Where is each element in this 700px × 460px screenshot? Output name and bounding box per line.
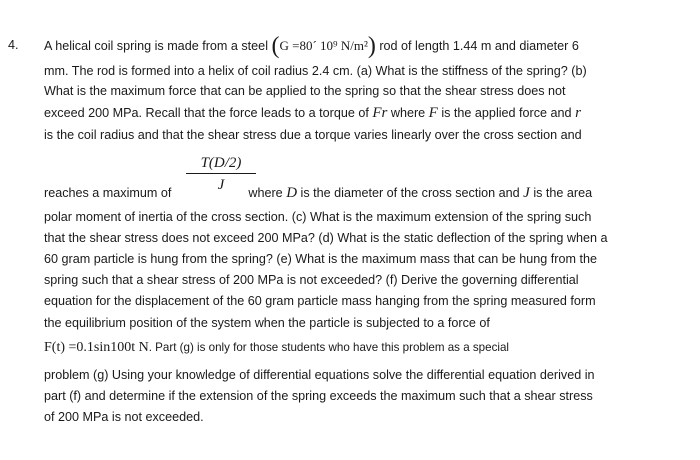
line-4-text-c: is the applied force and bbox=[437, 106, 576, 120]
torque-symbol: Fr bbox=[372, 105, 388, 121]
line-1-text-a: A helical coil spring is made from a steel bbox=[44, 39, 272, 53]
problem-line-10: spring such that a shear stress of 200 MPa is not exceeded? (f) Derive the governing differential bbox=[44, 273, 579, 287]
problem-number: 4. bbox=[8, 38, 19, 52]
problem-line-5: is the coil radius and that the shear stress due a torque varies linearly over the cross section and bbox=[44, 128, 582, 142]
problem-line-8: that the shear stress does not exceed 200 MPa? (d) What is the static deflection of the spring when a bbox=[44, 231, 608, 245]
open-paren: ( bbox=[271, 33, 280, 60]
polar-moment-symbol: J bbox=[523, 185, 530, 201]
force-symbol: F bbox=[428, 105, 438, 121]
problem-line-13 bbox=[44, 340, 509, 355]
problem-line-6 bbox=[44, 186, 592, 201]
diameter-symbol: D bbox=[286, 185, 298, 201]
radius-symbol: r bbox=[575, 105, 581, 121]
problem-line-11: equation for the displacement of the 60 gram particle mass hanging from the spring measured form bbox=[44, 294, 596, 308]
problem-line-4 bbox=[44, 106, 581, 121]
line-6-text-c: is the diameter of the cross section and bbox=[297, 186, 524, 200]
line-13-text-a: . Part (g) is only for those students who have this problem as a special bbox=[148, 341, 509, 354]
shear-modulus-equation: G =80´ 10⁹ N/m² bbox=[279, 38, 368, 53]
line-6-text-d: is the area bbox=[529, 186, 593, 200]
problem-line-2: mm. The rod is formed into a helix of coil radius 2.4 cm. (a) What is the stiffness of the spring? (b) bbox=[44, 64, 587, 78]
line-1-text-b: rod of length 1.44 m and diameter 6 bbox=[375, 39, 579, 53]
close-paren: ) bbox=[367, 33, 376, 60]
line-6-text-b: where bbox=[244, 186, 287, 200]
problem-line-7: polar moment of inertia of the cross section. (c) What is the maximum extension of the spring such bbox=[44, 210, 592, 224]
fraction-numerator: T(D/2) bbox=[186, 155, 256, 174]
problem-line-3: What is the maximum force that can be applied to the spring so that the shear stress does not bbox=[44, 84, 566, 98]
problem-line-9: 60 gram particle is hung from the spring? (e) What is the maximum mass that can be hung from the bbox=[44, 252, 597, 266]
problem-line-15: part (f) and determine if the extension of the spring exceeds the maximum such that a shear stress bbox=[44, 389, 593, 403]
problem-line-16: of 200 MPa is not exceeded. bbox=[44, 410, 204, 424]
fraction-denominator: J bbox=[217, 177, 225, 193]
problem-line-14: problem (g) Using your knowledge of differential equations solve the differential equation derived in bbox=[44, 368, 595, 382]
line-4-text-b: where bbox=[387, 106, 429, 120]
force-function-equation: F(t) =0.1sin100t N bbox=[44, 340, 149, 355]
problem-line-12: the equilibrium position of the system when the particle is subjected to a force of bbox=[44, 316, 490, 330]
line-4-text-a: exceed 200 MPa. Recall that the force leads to a torque of bbox=[44, 106, 373, 120]
line-6-text-a: reaches a maximum of bbox=[44, 186, 175, 200]
